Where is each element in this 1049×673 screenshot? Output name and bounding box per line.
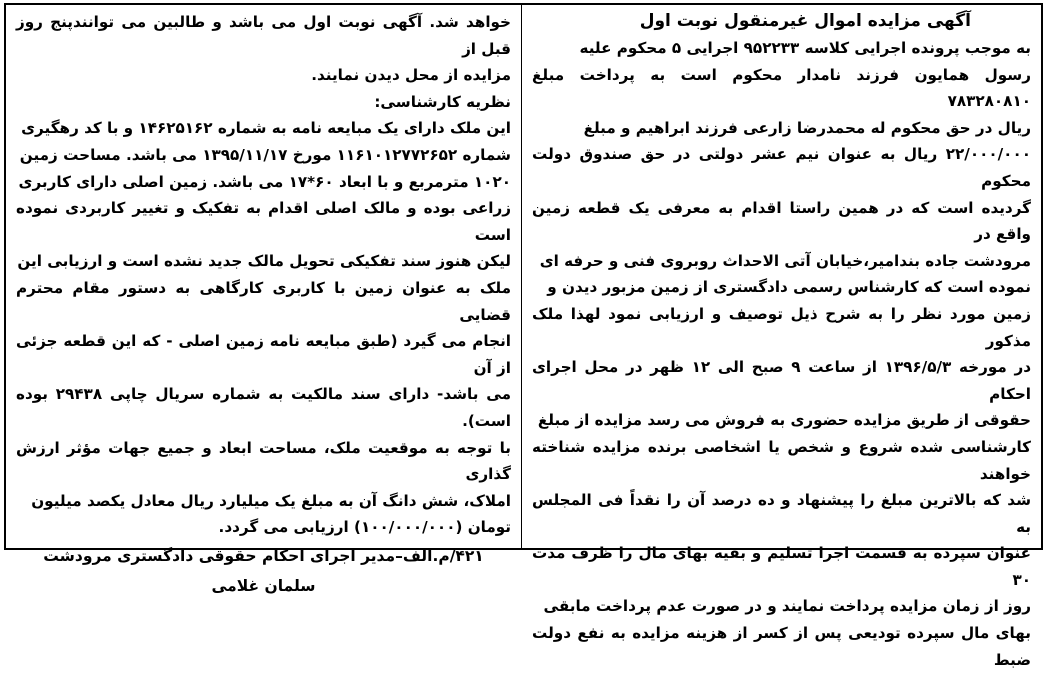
text-line: عنوان سپرده به قسمت اجرا تسلیم و بقیه بهای مال را ظرف مدت ۳۰ <box>532 544 1031 589</box>
notice-body-continued <box>16 9 511 89</box>
text-line: املاک، شش دانگ آن به مبلغ یک میلیارد ریال معادل یکصد میلیون <box>31 491 511 510</box>
notice-left-column <box>6 5 521 595</box>
text-line: نموده است که کارشناس رسمی دادگستری از زمین مزبور دیدن و <box>547 278 1031 297</box>
notice-right-column <box>521 5 1041 669</box>
text-line: با توجه به موقعیت ملک، مساحت ابعاد و جمیع جهات مؤثر ارزش گذاری <box>16 438 511 484</box>
text-line: خواهد شد. آگهی نوبت اول می باشد و طالبین می توانندپنج روز قبل از <box>16 13 511 58</box>
text-line: به موجب پرونده اجرایی کلاسه ۹۵۲۲۳۳ اجرایی ۵ محکوم علیه <box>579 39 1031 57</box>
notice-body-right <box>532 35 1031 673</box>
expert-opinion-heading: نظریه کارشناسی: <box>374 92 511 111</box>
notice-signature-name: سلمان غلامی <box>211 576 316 595</box>
text-line: گردیده است که در همین راستا اقدام به معرفی یک قطعه زمین واقع در <box>532 198 1031 244</box>
text-line: زمین مورد نظر را به شرح ذیل توصیف و ارزیابی نمود لهذا ملک مذکور <box>532 304 1031 350</box>
text-line: رسول همایون فرزند نامدار محکوم است به پرداخت مبلغ ۷۸۳۲۸۰۸۱۰ <box>532 65 1031 111</box>
text-line: این ملک دارای یک مبایعه نامه به شماره ۱۴۶۲۵۱۶۲ و با کد رهگیری <box>21 119 511 138</box>
text-line: زراعی بوده و مالک اصلی اقدام به تفکیک و تغییر کاربردی نموده است <box>16 199 511 244</box>
text-line: شماره ۱۱۶۱۰۱۲۷۷۲۶۵۲ مورخ ۱۳۹۵/۱۱/۱۷ می باشد. مساحت زمین <box>19 145 511 164</box>
text-line: بهای مال سپرده تودیعی پس از کسر از هزینه مزایده به نفع دولت ضبط <box>532 624 1031 669</box>
notice-footer-issuer: ۴۲۱/م.الف–مدیر اجرای احکام حقوقی دادگستری مرودشت <box>43 546 484 565</box>
text-line: تومان (۱۰۰/۰۰۰/۰۰۰) ارزیابی می گردد. <box>218 518 511 537</box>
text-line: ریال در حق محکوم له محمدرضا زارعی فرزند ابراهیم و مبلغ <box>583 118 1031 137</box>
text-line: مزایده از محل دیدن نمایند. <box>311 66 511 85</box>
text-line: روز از زمان مزایده پرداخت نمایند و در صورت عدم پرداخت مابقی <box>543 597 1031 616</box>
text-line: می باشد- دارای سند مالکیت به شماره سریال چاپی ۲۹۴۳۸ بوده است). <box>16 385 511 430</box>
notice-title: آگهی مزایده اموال غیرمنقول نوبت اول <box>639 11 971 31</box>
text-line: شد که بالاترین مبلغ را پیشنهاد و ده درصد آن را نقداً فی المجلس به <box>532 491 1031 536</box>
text-line: حقوقی از طریق مزایده حضوری به فروش می رسد مزایده از مبلغ <box>537 411 1031 430</box>
text-line: ۱۰۲۰ مترمربع و با ابعاد ۶۰*۱۷ می باشد. زمین اصلی دارای کاربری <box>18 172 511 191</box>
text-line: انجام می گیرد (طبق مبایعه نامه زمین اصلی - که این قطعه جزئی از آن <box>16 332 511 377</box>
text-line: لیکن هنوز سند تفکیکی تحویل مالک جدید نشده است و ارزیابی این <box>17 252 511 271</box>
expert-opinion-body <box>16 115 511 541</box>
text-line: مرودشت جاده بندامیر،خیابان آتی الاحداث روبروی فنی و حرفه ای <box>539 251 1031 270</box>
text-line: ۲۲/۰۰۰/۰۰۰ ریال به عنوان نیم عشر دولتی در حق صندوق دولت محکوم <box>532 145 1031 190</box>
text-line: کارشناسی شده شروع و شخص یا اشخاصی برنده مزایده شناخته خواهند <box>532 437 1031 483</box>
text-line: ملک به عنوان زمین با کاربری کارگاهی به دستور مقام محترم قضایی <box>16 278 511 324</box>
text-line: در مورخه ۱۳۹۶/۵/۳ از ساعت ۹ صبح الی ۱۲ ظهر در محل اجرای احکام <box>532 358 1031 403</box>
notice-frame <box>4 3 1043 669</box>
